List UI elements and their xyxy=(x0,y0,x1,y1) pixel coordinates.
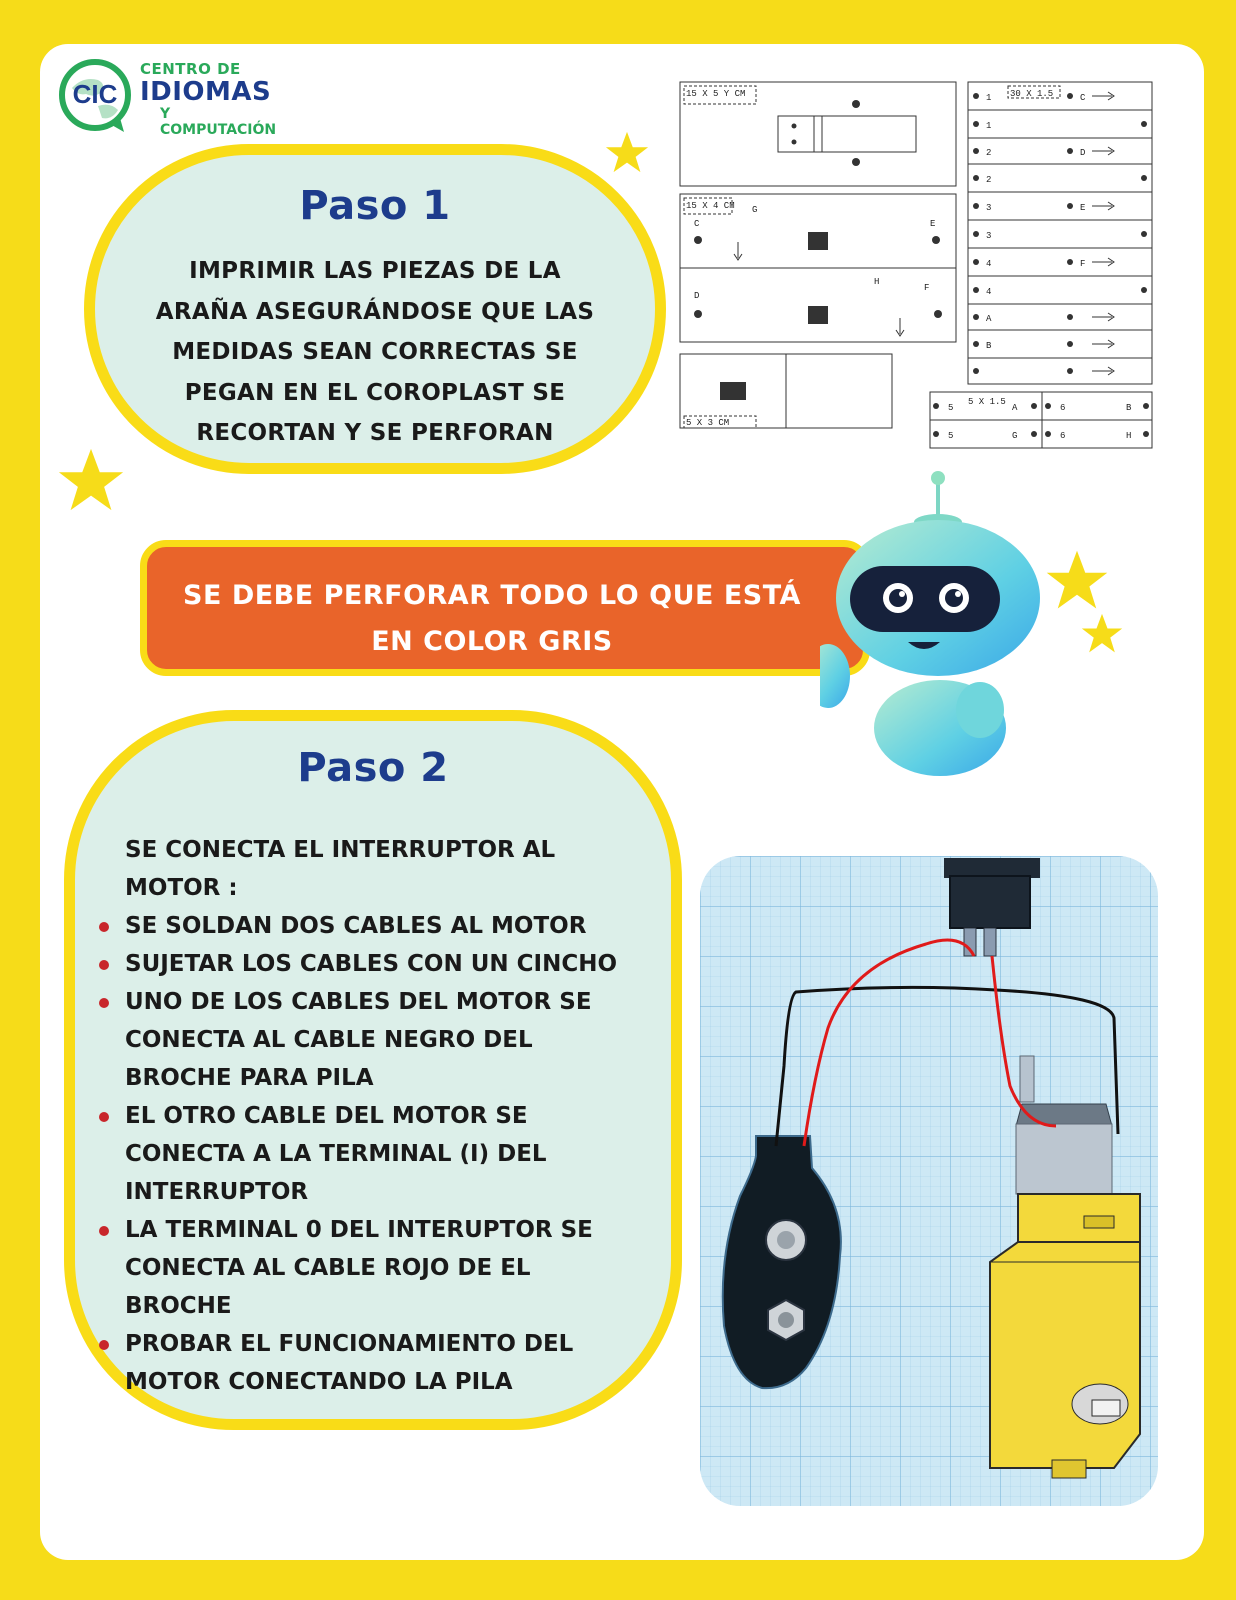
step-item xyxy=(125,1097,665,1211)
template-letter: G xyxy=(752,205,758,215)
bullet-dot-icon xyxy=(99,1226,109,1236)
paso-1-line: RECORTAN Y SE PERFORAN xyxy=(196,420,554,446)
step-line: LA TERMINAL 0 DEL INTERUPTOR SE xyxy=(125,1217,593,1243)
paso-1-box xyxy=(84,144,666,474)
template-number: 1 xyxy=(986,121,992,131)
step-line: SE SOLDAN DOS CABLES AL MOTOR xyxy=(125,913,587,939)
template-letter: F xyxy=(1080,259,1086,269)
template-letter: H xyxy=(874,277,880,287)
star-icon xyxy=(604,130,650,176)
template-letter: C xyxy=(694,219,700,229)
step-item xyxy=(125,907,665,945)
logo-line-2: IDIOMAS xyxy=(140,77,272,107)
logo-line-3: Y COMPUTACIÓN xyxy=(160,106,277,138)
paso-1-text xyxy=(115,251,635,454)
step-line: BROCHE PARA PILA xyxy=(125,1065,374,1091)
template-number: 5 xyxy=(948,431,954,441)
bullet-dot-icon xyxy=(99,1340,109,1350)
template-number: 5 xyxy=(948,403,954,413)
star-icon xyxy=(56,446,126,516)
step-line: MOTOR CONECTANDO LA PILA xyxy=(125,1369,513,1395)
paso-2-intro xyxy=(125,831,665,907)
paso-2-steps-list xyxy=(125,907,665,1401)
warning-banner xyxy=(140,540,870,676)
template-letter: F xyxy=(924,283,930,293)
step-line: PROBAR EL FUNCIONAMIENTO DEL xyxy=(125,1331,574,1357)
bullet-dot-icon xyxy=(99,960,109,970)
template-letter: G xyxy=(1012,431,1018,441)
step-line: UNO DE LOS CABLES DEL MOTOR SE xyxy=(125,989,592,1015)
warning-banner-text xyxy=(147,573,837,665)
logo-mark-text: CIC xyxy=(72,79,118,109)
step-line: CONECTA AL CABLE ROJO DE EL xyxy=(125,1255,531,1281)
template-letter: C xyxy=(1080,93,1086,103)
step-line: CONECTA A LA TERMINAL (I) DEL xyxy=(125,1141,547,1167)
bullet-dot-icon xyxy=(99,998,109,1008)
template-dim-label: 5 X 3 CM xyxy=(686,418,730,428)
template-dim-label: 30 X 1.5 xyxy=(1010,89,1054,99)
template-number: 6 xyxy=(1060,431,1066,441)
step-line: SUJETAR LOS CABLES CON UN CINCHO xyxy=(125,951,618,977)
template-letter: A xyxy=(1012,403,1018,413)
logo xyxy=(58,56,288,136)
logo-text xyxy=(140,60,288,138)
logo-line-1: CENTRO DE xyxy=(140,60,241,78)
template-dim-label: 5 X 1.5 xyxy=(968,397,1006,407)
template-letter: A xyxy=(986,314,992,324)
step-item xyxy=(125,1211,665,1325)
paso-2-title: Paso 2 xyxy=(297,745,449,791)
template-number: 4 xyxy=(986,259,992,269)
template-letter: B xyxy=(1126,403,1132,413)
template-dim-label: 15 X 5 Y CM xyxy=(686,89,746,99)
template-letter: D xyxy=(1080,148,1086,158)
paso-1-line: PEGAN EN EL COROPLAST SE xyxy=(184,379,566,406)
template-number: 2 xyxy=(986,175,992,185)
motor-circuit-illustration xyxy=(700,856,1158,1506)
step-line: CONECTA AL CABLE NEGRO DEL xyxy=(125,1027,533,1053)
step-item xyxy=(125,983,665,1097)
step-line: INTERRUPTOR xyxy=(125,1179,309,1205)
template-number: 4 xyxy=(986,287,992,297)
logo-globe-icon xyxy=(58,58,132,132)
banner-line-1: SE DEBE PERFORAR TODO LO QUE ESTÁ xyxy=(183,580,801,611)
paso-1-title: Paso 1 xyxy=(299,183,451,229)
template-letter: E xyxy=(1080,203,1086,213)
paso-1-line: IMPRIMIR LAS PIEZAS DE LA xyxy=(189,258,561,284)
step-line: BROCHE xyxy=(125,1293,232,1319)
template-number: 3 xyxy=(986,231,992,241)
paso-1-line: ARAÑA ASEGURÁNDOSE QUE LAS xyxy=(155,298,595,325)
template-number: 6 xyxy=(1060,403,1066,413)
template-number: 1 xyxy=(986,93,992,103)
template-letter: B xyxy=(986,341,992,351)
step-item xyxy=(125,945,665,983)
paso-2-text xyxy=(125,831,665,1401)
bullet-dot-icon xyxy=(99,922,109,932)
step-item xyxy=(125,1325,665,1401)
template-dim-label: 15 X 4 CM xyxy=(686,201,735,211)
paso-2-box xyxy=(64,710,682,1430)
banner-line-2: EN COLOR GRIS xyxy=(371,626,613,657)
step-line: EL OTRO CABLE DEL MOTOR SE xyxy=(125,1103,528,1129)
star-icon xyxy=(1080,612,1124,656)
bullet-dot-icon xyxy=(99,1112,109,1122)
template-letter: E xyxy=(930,219,936,229)
template-letter: H xyxy=(1126,431,1132,441)
paso-2-intro-line: SE CONECTA EL INTERRUPTOR AL xyxy=(125,837,556,863)
template-number: 3 xyxy=(986,203,992,213)
template-number: 2 xyxy=(986,148,992,158)
paso-1-line: MEDIDAS SEAN CORRECTAS SE xyxy=(172,339,578,365)
robot-mascot-icon xyxy=(820,470,1060,780)
parts-template-diagram xyxy=(676,76,1156,452)
paso-2-intro-line: MOTOR : xyxy=(125,875,238,901)
template-letter: D xyxy=(694,291,700,301)
